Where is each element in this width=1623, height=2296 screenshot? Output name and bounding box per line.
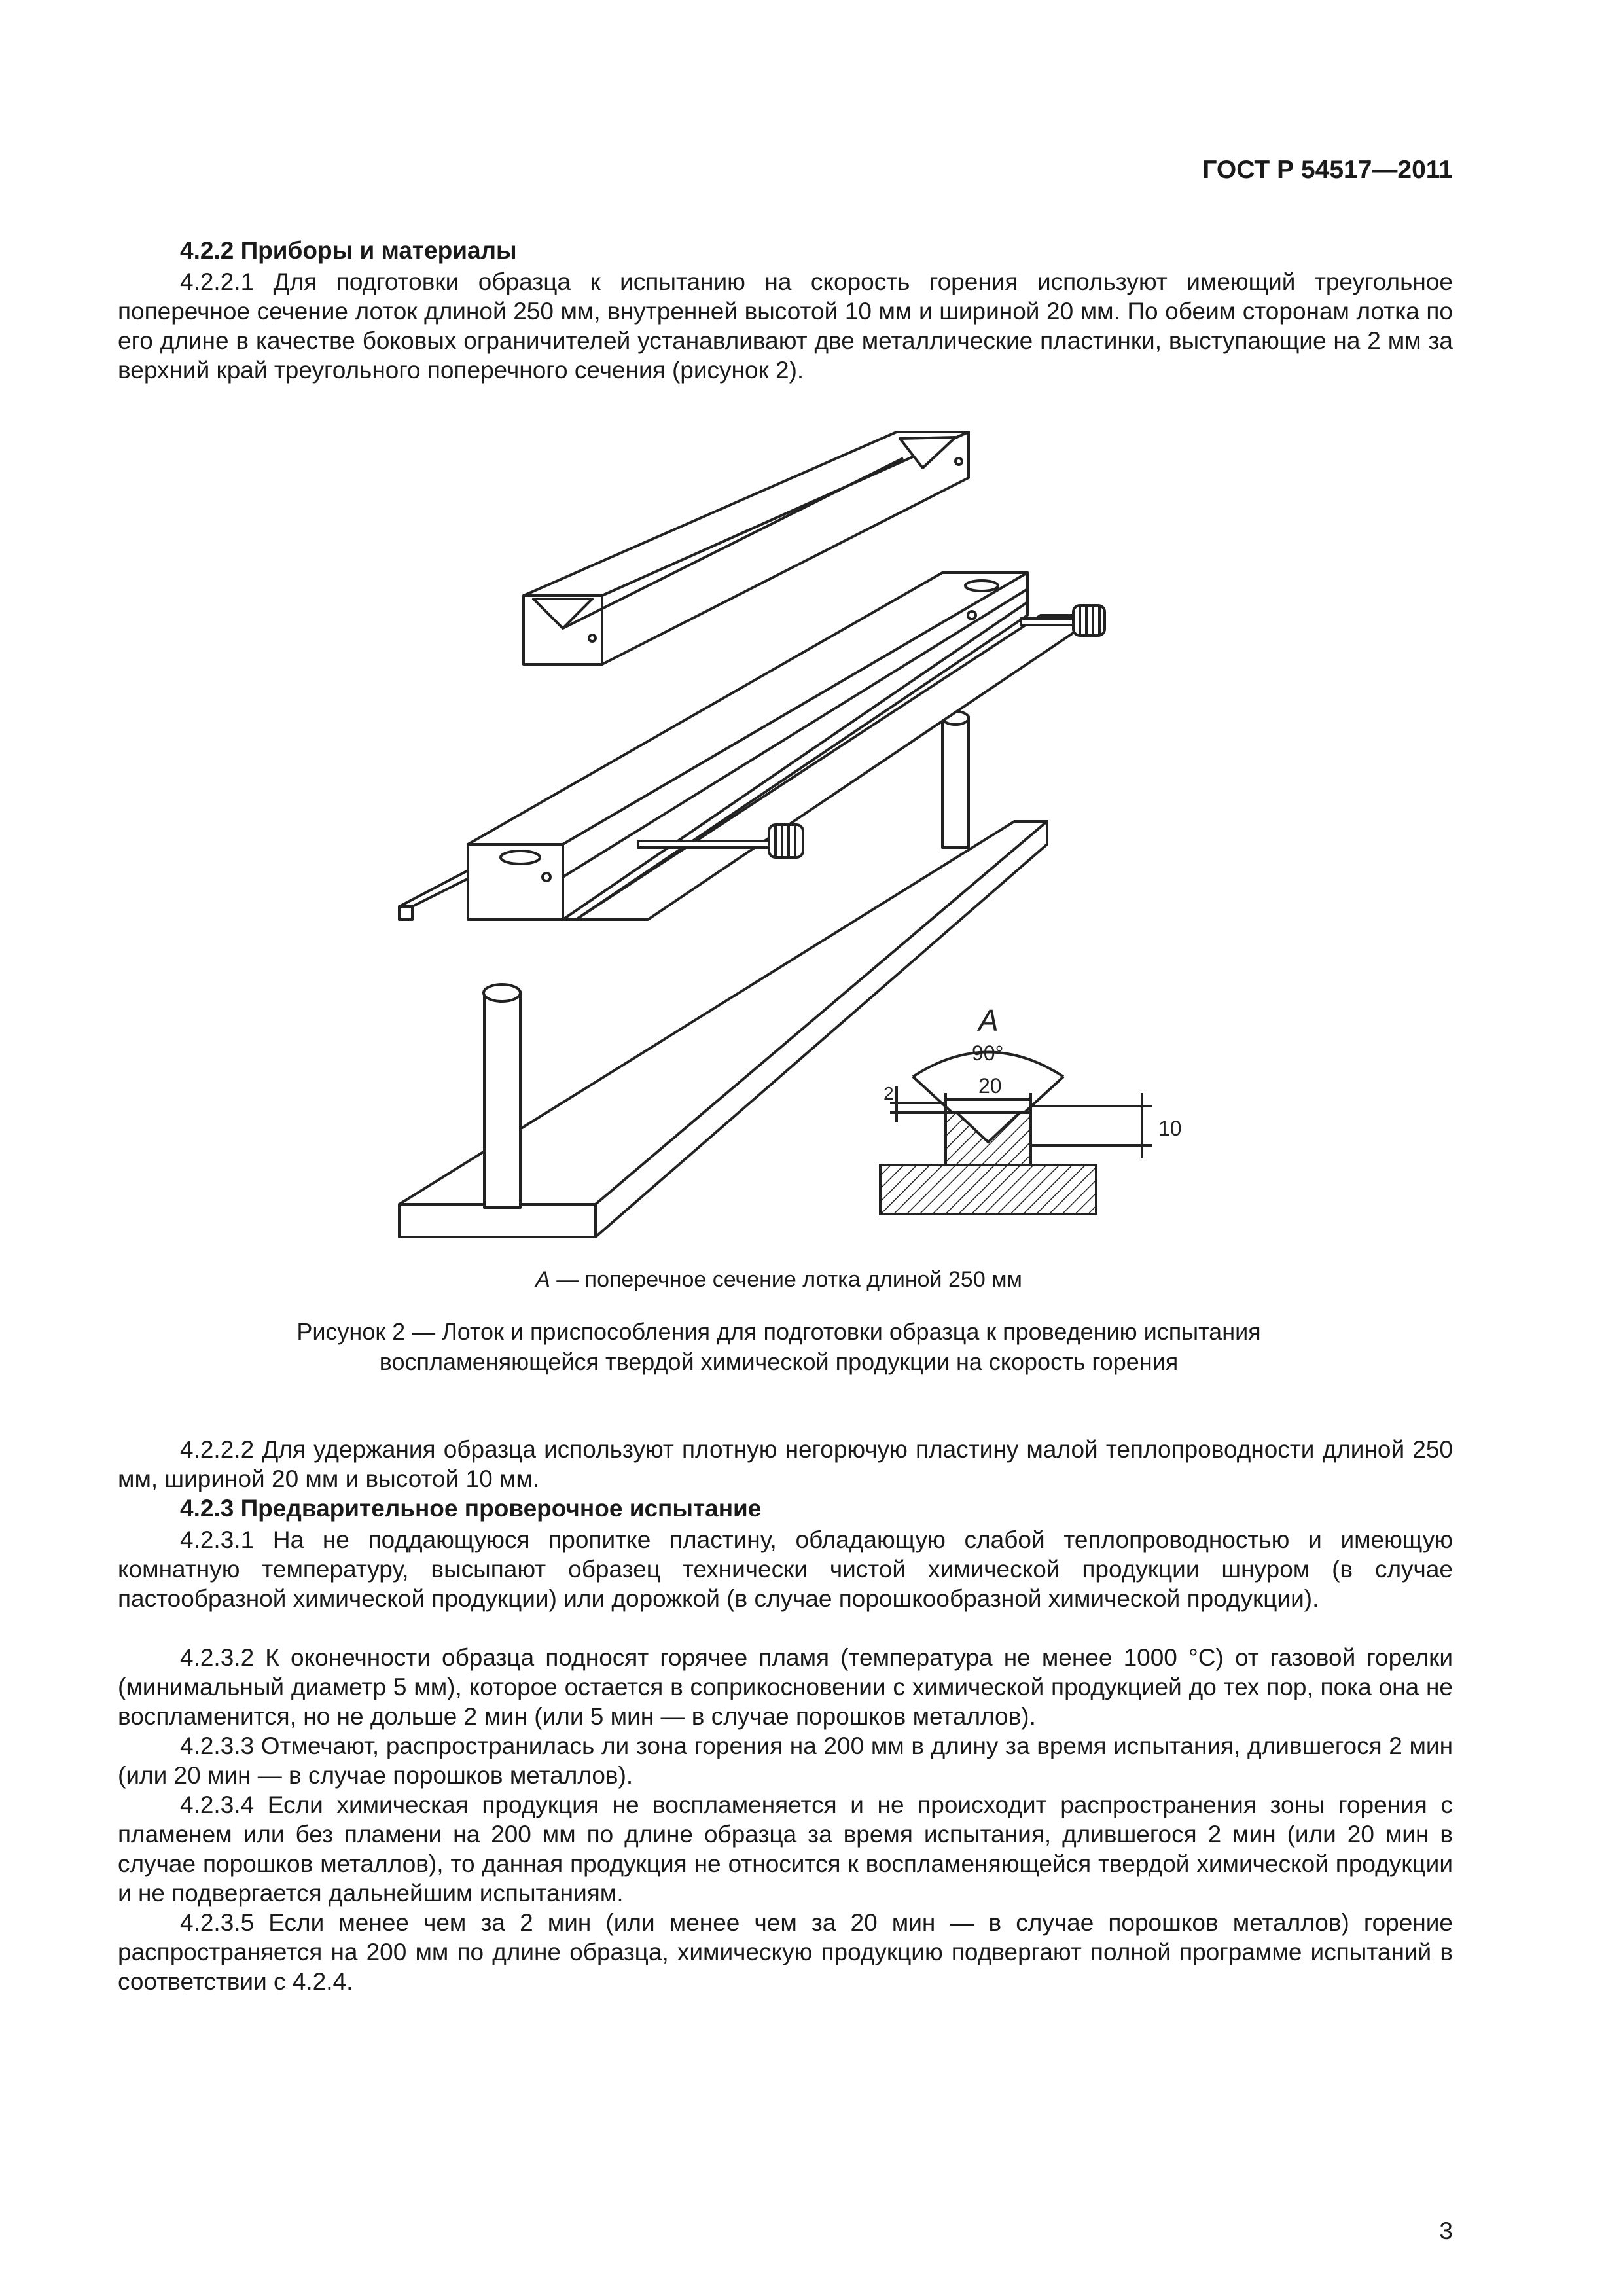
angle-label: 90° xyxy=(972,1041,1004,1065)
legend-text: — поперечное сечение лотка длиной 250 мм xyxy=(550,1267,1022,1292)
paragraph-4-2-3-5: 4.2.3.5 Если менее чем за 2 мин (или менее чем за 20 мин — в случае порошков металлов) горение распространяется на 200 мм по длине образца, химическую продукцию подвергают полной программе испытаний в соответствии с 4.2.4. xyxy=(118,1909,1453,1995)
paragraph-4-2-3-3: 4.2.3.3 Отмечают, распространилась ли зона горения на 200 мм в длину за время испытания, длившегося 2 мин (или 20 мин — в случае порошков металлов). xyxy=(118,1732,1453,1789)
figure-legend xyxy=(118,1265,1440,1295)
pin-back xyxy=(942,711,969,848)
page-number: 3 xyxy=(1439,2217,1453,2244)
figure-caption-line-1: Рисунок 2 — Лоток и приспособления для подготовки образца к проведению испытания xyxy=(296,1318,1261,1345)
paragraph-4-2-2-2: 4.2.2.2 Для удержания образца используют плотную негорючую пластину малой теплопроводности длиной 250 мм, шириной 20 мм и высотой 10 мм. xyxy=(118,1436,1453,1492)
pin-front xyxy=(484,984,520,1208)
paragraph-4-2-3-1: 4.2.3.1 На не поддающуюся пропитке пластину, обладающую слабой теплопроводностью и имеющую комнатную температуру, высыпают образец технически чистой химической продукции шнуром (в случае пастообразной химической продукции) или дорожкой (в случае порошкообразной химической продукции). xyxy=(118,1526,1453,1612)
figure-2-drawing xyxy=(366,419,1182,1244)
cross-section-detail xyxy=(880,1052,1152,1215)
paragraph-4-2-3-2: 4.2.3.2 К оконечности образца подносят горячее пламя (температура не менее 1000 °С) от газовой горелки (минимальный диаметр 5 мм), которое остается в соприкосновении с химической продукцией до тех пор, пока она не воспламенится, но не дольше 2 мин (или 5 мин — в случае порошков металлов). xyxy=(118,1644,1453,1730)
detail-letter: А xyxy=(978,1003,999,1037)
paragraph-4-2-3-4: 4.2.3.4 Если химическая продукция не воспламеняется и не происходит распространения зоны горения с пламенем или без пламени на 200 мм по длине образца за время испытания, длившегося 2 мин (или 20 мин в случае порошков металлов), то данная продукция не относится к воспламеняющейся твердой химической продукции и не подвергается дальнейшим испытаниям. xyxy=(118,1791,1453,1907)
legend-letter: А xyxy=(535,1267,550,1292)
gap-label: 2 xyxy=(883,1083,894,1103)
height-label: 10 xyxy=(1158,1117,1182,1140)
width-label: 20 xyxy=(978,1074,1002,1098)
paragraph-4-2-2-1: 4.2.2.1 Для подготовки образца к испытанию на скорость горения используют имеющий треугольное поперечное сечение лоток длиной 250 мм, внутренней высотой 10 мм и шириной 20 мм. По обеим сторонам лотка по его длине в качестве боковых ограничителей устанавливают две металлические пластинки, выступающие на 2 мм за верхний край треугольного поперечного сечения (рисунок 2). xyxy=(118,268,1453,384)
figure-caption-line-2: воспламеняющейся твердой химической продукции на скорость горения xyxy=(379,1348,1179,1375)
section-4-2-2-heading: 4.2.2 Приборы и материалы xyxy=(180,237,517,264)
document-header: ГОСТ Р 54517—2011 xyxy=(1202,156,1453,184)
section-4-2-3-heading: 4.2.3 Предварительное проверочное испытание xyxy=(180,1495,762,1522)
